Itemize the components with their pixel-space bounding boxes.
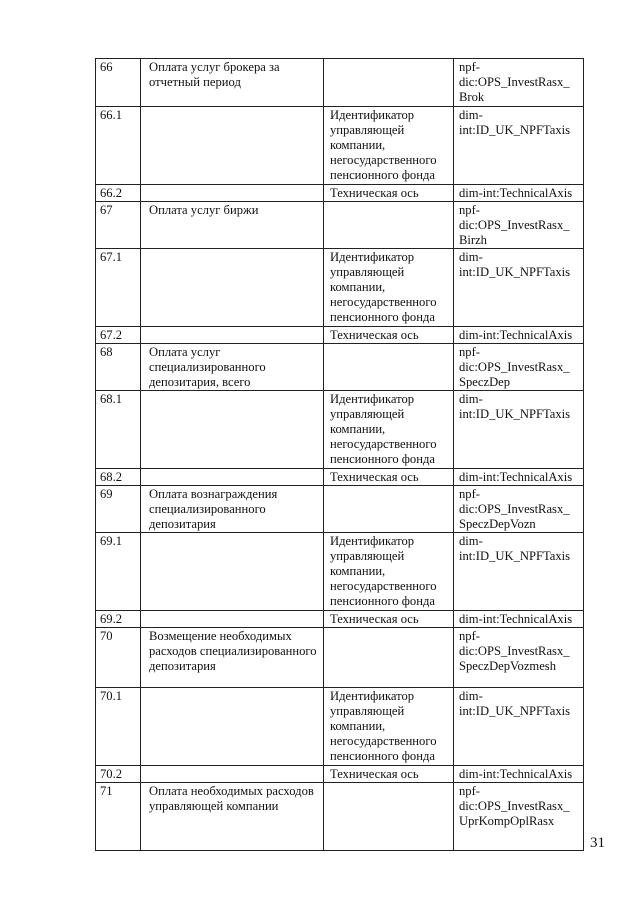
row-number-cell: 66.1 xyxy=(96,107,141,185)
table-row xyxy=(96,469,584,486)
indicator-name-cell xyxy=(141,533,324,611)
row-number-cell: 69 xyxy=(96,486,141,533)
element-code-cell: dim-int:TechnicalAxis xyxy=(454,327,584,344)
dimension-description-cell: Идентификатор управляющей компании, негосударственного пенсионного фонда xyxy=(324,391,454,469)
row-number-cell: 66.2 xyxy=(96,185,141,202)
dimension-description-cell: Техническая ось xyxy=(324,327,454,344)
element-code-cell: npf- dic:OPS_InvestRasx_ Birzh xyxy=(454,202,584,249)
indicator-name-cell: Возмещение необходимых расходов специализированного депозитария xyxy=(141,628,324,688)
row-number-cell: 70 xyxy=(96,628,141,688)
row-number-cell: 69.1 xyxy=(96,533,141,611)
element-code-cell: dim- int:ID_UK_NPFTaxis xyxy=(454,391,584,469)
row-number-cell: 68 xyxy=(96,344,141,391)
element-code-cell: dim-int:TechnicalAxis xyxy=(454,185,584,202)
dimension-description-cell xyxy=(324,628,454,688)
element-code-cell: npf- dic:OPS_InvestRasx_ SpeczDepVozn xyxy=(454,486,584,533)
row-number-cell: 67.1 xyxy=(96,249,141,327)
table-row xyxy=(96,185,584,202)
dimension-description-cell xyxy=(324,486,454,533)
dimension-description-cell: Техническая ось xyxy=(324,185,454,202)
row-number-cell: 70.1 xyxy=(96,688,141,766)
indicator-name-cell xyxy=(141,611,324,628)
table-row xyxy=(96,249,584,327)
indicator-name-cell: Оплата необходимых расходов управляющей компании xyxy=(141,783,324,851)
row-number-cell: 67.2 xyxy=(96,327,141,344)
indicator-name-cell xyxy=(141,391,324,469)
element-code-cell: npf- dic:OPS_InvestRasx_ SpeczDep xyxy=(454,344,584,391)
table-row xyxy=(96,533,584,611)
row-number-cell: 67 xyxy=(96,202,141,249)
table-row xyxy=(96,486,584,533)
element-code-cell: dim- int:ID_UK_NPFTaxis xyxy=(454,107,584,185)
row-number-cell: 66 xyxy=(96,59,141,107)
dimension-description-cell xyxy=(324,783,454,851)
element-code-cell: npf- dic:OPS_InvestRasx_ UprKompOplRasx xyxy=(454,783,584,851)
table-row xyxy=(96,783,584,851)
dimension-description-cell xyxy=(324,59,454,107)
row-number-cell: 70.2 xyxy=(96,766,141,783)
dimension-description-cell: Идентификатор управляющей компании, негосударственного пенсионного фонда xyxy=(324,533,454,611)
indicator-name-cell xyxy=(141,327,324,344)
indicator-name-cell: Оплата услуг специализированного депозитария, всего xyxy=(141,344,324,391)
row-number-cell: 71 xyxy=(96,783,141,851)
dimension-description-cell: Идентификатор управляющей компании, негосударственного пенсионного фонда xyxy=(324,107,454,185)
indicator-name-cell xyxy=(141,688,324,766)
element-code-cell: dim- int:ID_UK_NPFTaxis xyxy=(454,533,584,611)
dimension-description-cell: Идентификатор управляющей компании, негосударственного пенсионного фонда xyxy=(324,249,454,327)
indicator-name-cell: Оплата услуг биржи xyxy=(141,202,324,249)
element-code-cell: dim-int:TechnicalAxis xyxy=(454,611,584,628)
dimension-description-cell: Техническая ось xyxy=(324,766,454,783)
table-row xyxy=(96,628,584,688)
page-number: 31 xyxy=(590,835,605,851)
dimension-description-cell: Идентификатор управляющей компании, негосударственного пенсионного фонда xyxy=(324,688,454,766)
dimension-description-cell: Техническая ось xyxy=(324,469,454,486)
element-code-cell: dim- int:ID_UK_NPFTaxis xyxy=(454,249,584,327)
indicator-name-cell xyxy=(141,185,324,202)
dimension-description-cell xyxy=(324,202,454,249)
table-row xyxy=(96,344,584,391)
element-code-cell: dim-int:TechnicalAxis xyxy=(454,469,584,486)
indicator-name-cell xyxy=(141,107,324,185)
row-number-cell: 68.1 xyxy=(96,391,141,469)
document-table xyxy=(95,58,584,851)
element-code-cell: npf- dic:OPS_InvestRasx_ Brok xyxy=(454,59,584,107)
table-body xyxy=(96,59,584,851)
indicator-name-cell: Оплата услуг брокера за отчетный период xyxy=(141,59,324,107)
table-row xyxy=(96,766,584,783)
table-row xyxy=(96,107,584,185)
table-row xyxy=(96,327,584,344)
dimension-description-cell: Техническая ось xyxy=(324,611,454,628)
table-row xyxy=(96,688,584,766)
row-number-cell: 68.2 xyxy=(96,469,141,486)
row-number-cell: 69.2 xyxy=(96,611,141,628)
table-row xyxy=(96,391,584,469)
indicator-name-cell xyxy=(141,249,324,327)
indicator-name-cell xyxy=(141,469,324,486)
element-code-cell: dim-int:TechnicalAxis xyxy=(454,766,584,783)
indicator-name-cell xyxy=(141,766,324,783)
table-row xyxy=(96,611,584,628)
element-code-cell: npf- dic:OPS_InvestRasx_ SpeczDepVozmesh xyxy=(454,628,584,688)
element-code-cell: dim- int:ID_UK_NPFTaxis xyxy=(454,688,584,766)
table-row xyxy=(96,202,584,249)
table-row xyxy=(96,59,584,107)
dimension-description-cell xyxy=(324,344,454,391)
indicator-name-cell: Оплата вознаграждения специализированного депозитария xyxy=(141,486,324,533)
